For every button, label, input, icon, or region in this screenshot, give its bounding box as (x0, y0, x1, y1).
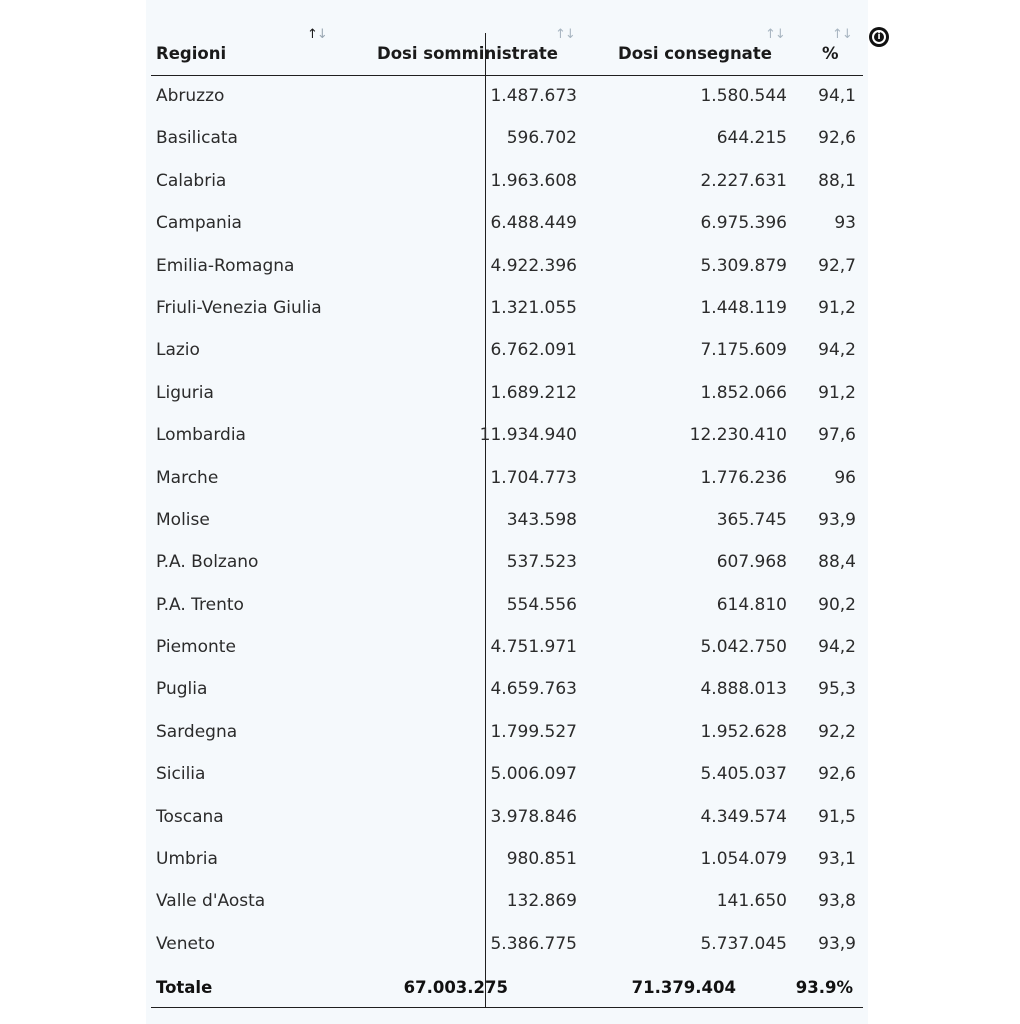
row-percent: 94,2 (818, 340, 856, 361)
row-region: Sardegna (156, 721, 238, 742)
table-row (151, 754, 863, 796)
row-region: Lombardia (156, 425, 246, 446)
row-percent: 93,1 (818, 849, 856, 870)
table-row (151, 797, 863, 839)
total-delivered: 71.379.404 (631, 978, 736, 997)
row-delivered: 1.054.079 (700, 849, 787, 870)
row-percent: 91,5 (818, 806, 856, 827)
row-region: Umbria (156, 849, 218, 870)
table-row (151, 415, 863, 457)
row-administered: 5.006.097 (490, 764, 577, 785)
row-percent: 90,2 (818, 594, 856, 615)
table-row (151, 161, 863, 203)
sort-percent-icon[interactable]: ↑↓ (832, 27, 852, 42)
row-region: P.A. Trento (156, 594, 244, 615)
table-row (151, 542, 863, 584)
row-percent: 96 (834, 467, 856, 488)
table-row (151, 924, 863, 966)
row-percent: 91,2 (818, 382, 856, 403)
row-region: Campania (156, 213, 242, 234)
table-row (151, 881, 863, 923)
sort-consegnate-icon[interactable]: ↑↓ (765, 27, 785, 42)
row-administered: 1.321.055 (490, 297, 577, 318)
row-region: Piemonte (156, 637, 236, 658)
row-administered: 1.689.212 (490, 382, 577, 403)
row-region: Molise (156, 509, 210, 530)
row-percent: 93,9 (818, 509, 856, 530)
row-delivered: 4.349.574 (700, 806, 787, 827)
row-region: Valle d'Aosta (156, 891, 266, 912)
row-delivered: 1.580.544 (700, 86, 787, 106)
table-row (151, 669, 863, 711)
row-region: Toscana (156, 806, 224, 827)
header-percent[interactable]: % (822, 44, 839, 63)
row-delivered: 1.776.236 (700, 467, 787, 488)
row-percent: 92,2 (818, 721, 856, 742)
table-row (151, 118, 863, 160)
row-percent: 93,8 (818, 891, 856, 912)
row-administered: 5.386.775 (490, 933, 577, 954)
total-label: Totale (156, 978, 213, 997)
row-percent: 92,7 (818, 255, 856, 276)
table-row (151, 76, 863, 118)
header-dosi-consegnate[interactable]: Dosi consegnate (618, 44, 772, 63)
total-administered: 67.003.275 (403, 978, 508, 997)
table-row (151, 712, 863, 754)
row-delivered: 5.737.045 (700, 933, 787, 954)
row-delivered: 5.309.879 (700, 255, 787, 276)
row-percent: 91,2 (818, 297, 856, 318)
row-percent: 97,6 (818, 425, 856, 446)
row-administered: 6.488.449 (490, 213, 577, 234)
row-delivered: 12.230.410 (689, 425, 787, 446)
row-delivered: 5.042.750 (700, 637, 787, 658)
table-total-row (151, 966, 863, 1008)
row-percent: 88,1 (818, 170, 856, 191)
row-administered: 1.487.673 (490, 86, 577, 106)
row-delivered: 1.852.066 (700, 382, 787, 403)
row-administered: 980.851 (506, 849, 577, 870)
table-row (151, 246, 863, 288)
table-header (151, 0, 863, 76)
table-row (151, 500, 863, 542)
row-region: Emilia-Romagna (156, 255, 295, 276)
row-region: Abruzzo (156, 86, 225, 106)
row-percent: 93 (834, 213, 856, 234)
table-row (151, 330, 863, 372)
row-administered: 4.659.763 (490, 679, 577, 700)
row-delivered: 614.810 (716, 594, 787, 615)
row-region: P.A. Bolzano (156, 552, 259, 573)
row-percent: 92,6 (818, 128, 856, 149)
table-row (151, 839, 863, 881)
header-dosi-somministrate[interactable]: Dosi somministrate (377, 44, 558, 63)
sort-somministrate-icon[interactable]: ↑↓ (555, 27, 575, 42)
table-row (151, 458, 863, 500)
row-delivered: 141.650 (716, 891, 787, 912)
row-region: Basilicata (156, 128, 238, 149)
row-delivered: 6.975.396 (700, 213, 787, 234)
sort-regioni-icon[interactable]: ↑↓ (307, 27, 327, 42)
row-administered: 596.702 (506, 128, 577, 149)
info-icon[interactable]: i (869, 27, 889, 47)
table-row (151, 585, 863, 627)
row-administered: 537.523 (506, 552, 577, 573)
row-administered: 132.869 (506, 891, 577, 912)
row-administered: 6.762.091 (490, 340, 577, 361)
row-delivered: 607.968 (716, 552, 787, 573)
row-percent: 94,2 (818, 637, 856, 658)
row-administered: 554.556 (506, 594, 577, 615)
table-body (151, 76, 863, 966)
row-region: Friuli-Venezia Giulia (156, 297, 322, 318)
header-regioni[interactable]: Regioni (156, 44, 227, 63)
row-percent: 94,1 (818, 86, 856, 106)
row-region: Liguria (156, 382, 214, 403)
table-row (151, 203, 863, 245)
row-delivered: 2.227.631 (700, 170, 787, 191)
table-row (151, 373, 863, 415)
row-percent: 88,4 (818, 552, 856, 573)
row-delivered: 365.745 (716, 509, 787, 530)
row-percent: 95,3 (818, 679, 856, 700)
row-administered: 4.751.971 (490, 637, 577, 658)
row-percent: 92,6 (818, 764, 856, 785)
row-administered: 11.934.940 (479, 425, 577, 446)
table-row (151, 288, 863, 330)
row-administered: 3.978.846 (490, 806, 577, 827)
row-percent: 93,9 (818, 933, 856, 954)
row-region: Veneto (156, 933, 216, 954)
table-row (151, 627, 863, 669)
total-percent: 93.9% (795, 978, 853, 997)
row-administered: 4.922.396 (490, 255, 577, 276)
row-delivered: 644.215 (716, 128, 787, 149)
row-region: Sicilia (156, 764, 206, 785)
row-region: Puglia (156, 679, 208, 700)
row-region: Lazio (156, 340, 200, 361)
row-region: Marche (156, 467, 219, 488)
row-administered: 343.598 (506, 509, 577, 530)
row-region: Calabria (156, 170, 227, 191)
row-administered: 1.704.773 (490, 467, 577, 488)
row-delivered: 4.888.013 (700, 679, 787, 700)
row-delivered: 7.175.609 (700, 340, 787, 361)
row-administered: 1.963.608 (490, 170, 577, 191)
row-delivered: 1.952.628 (700, 721, 787, 742)
row-delivered: 5.405.037 (700, 764, 787, 785)
row-delivered: 1.448.119 (700, 297, 787, 318)
row-administered: 1.799.527 (490, 721, 577, 742)
